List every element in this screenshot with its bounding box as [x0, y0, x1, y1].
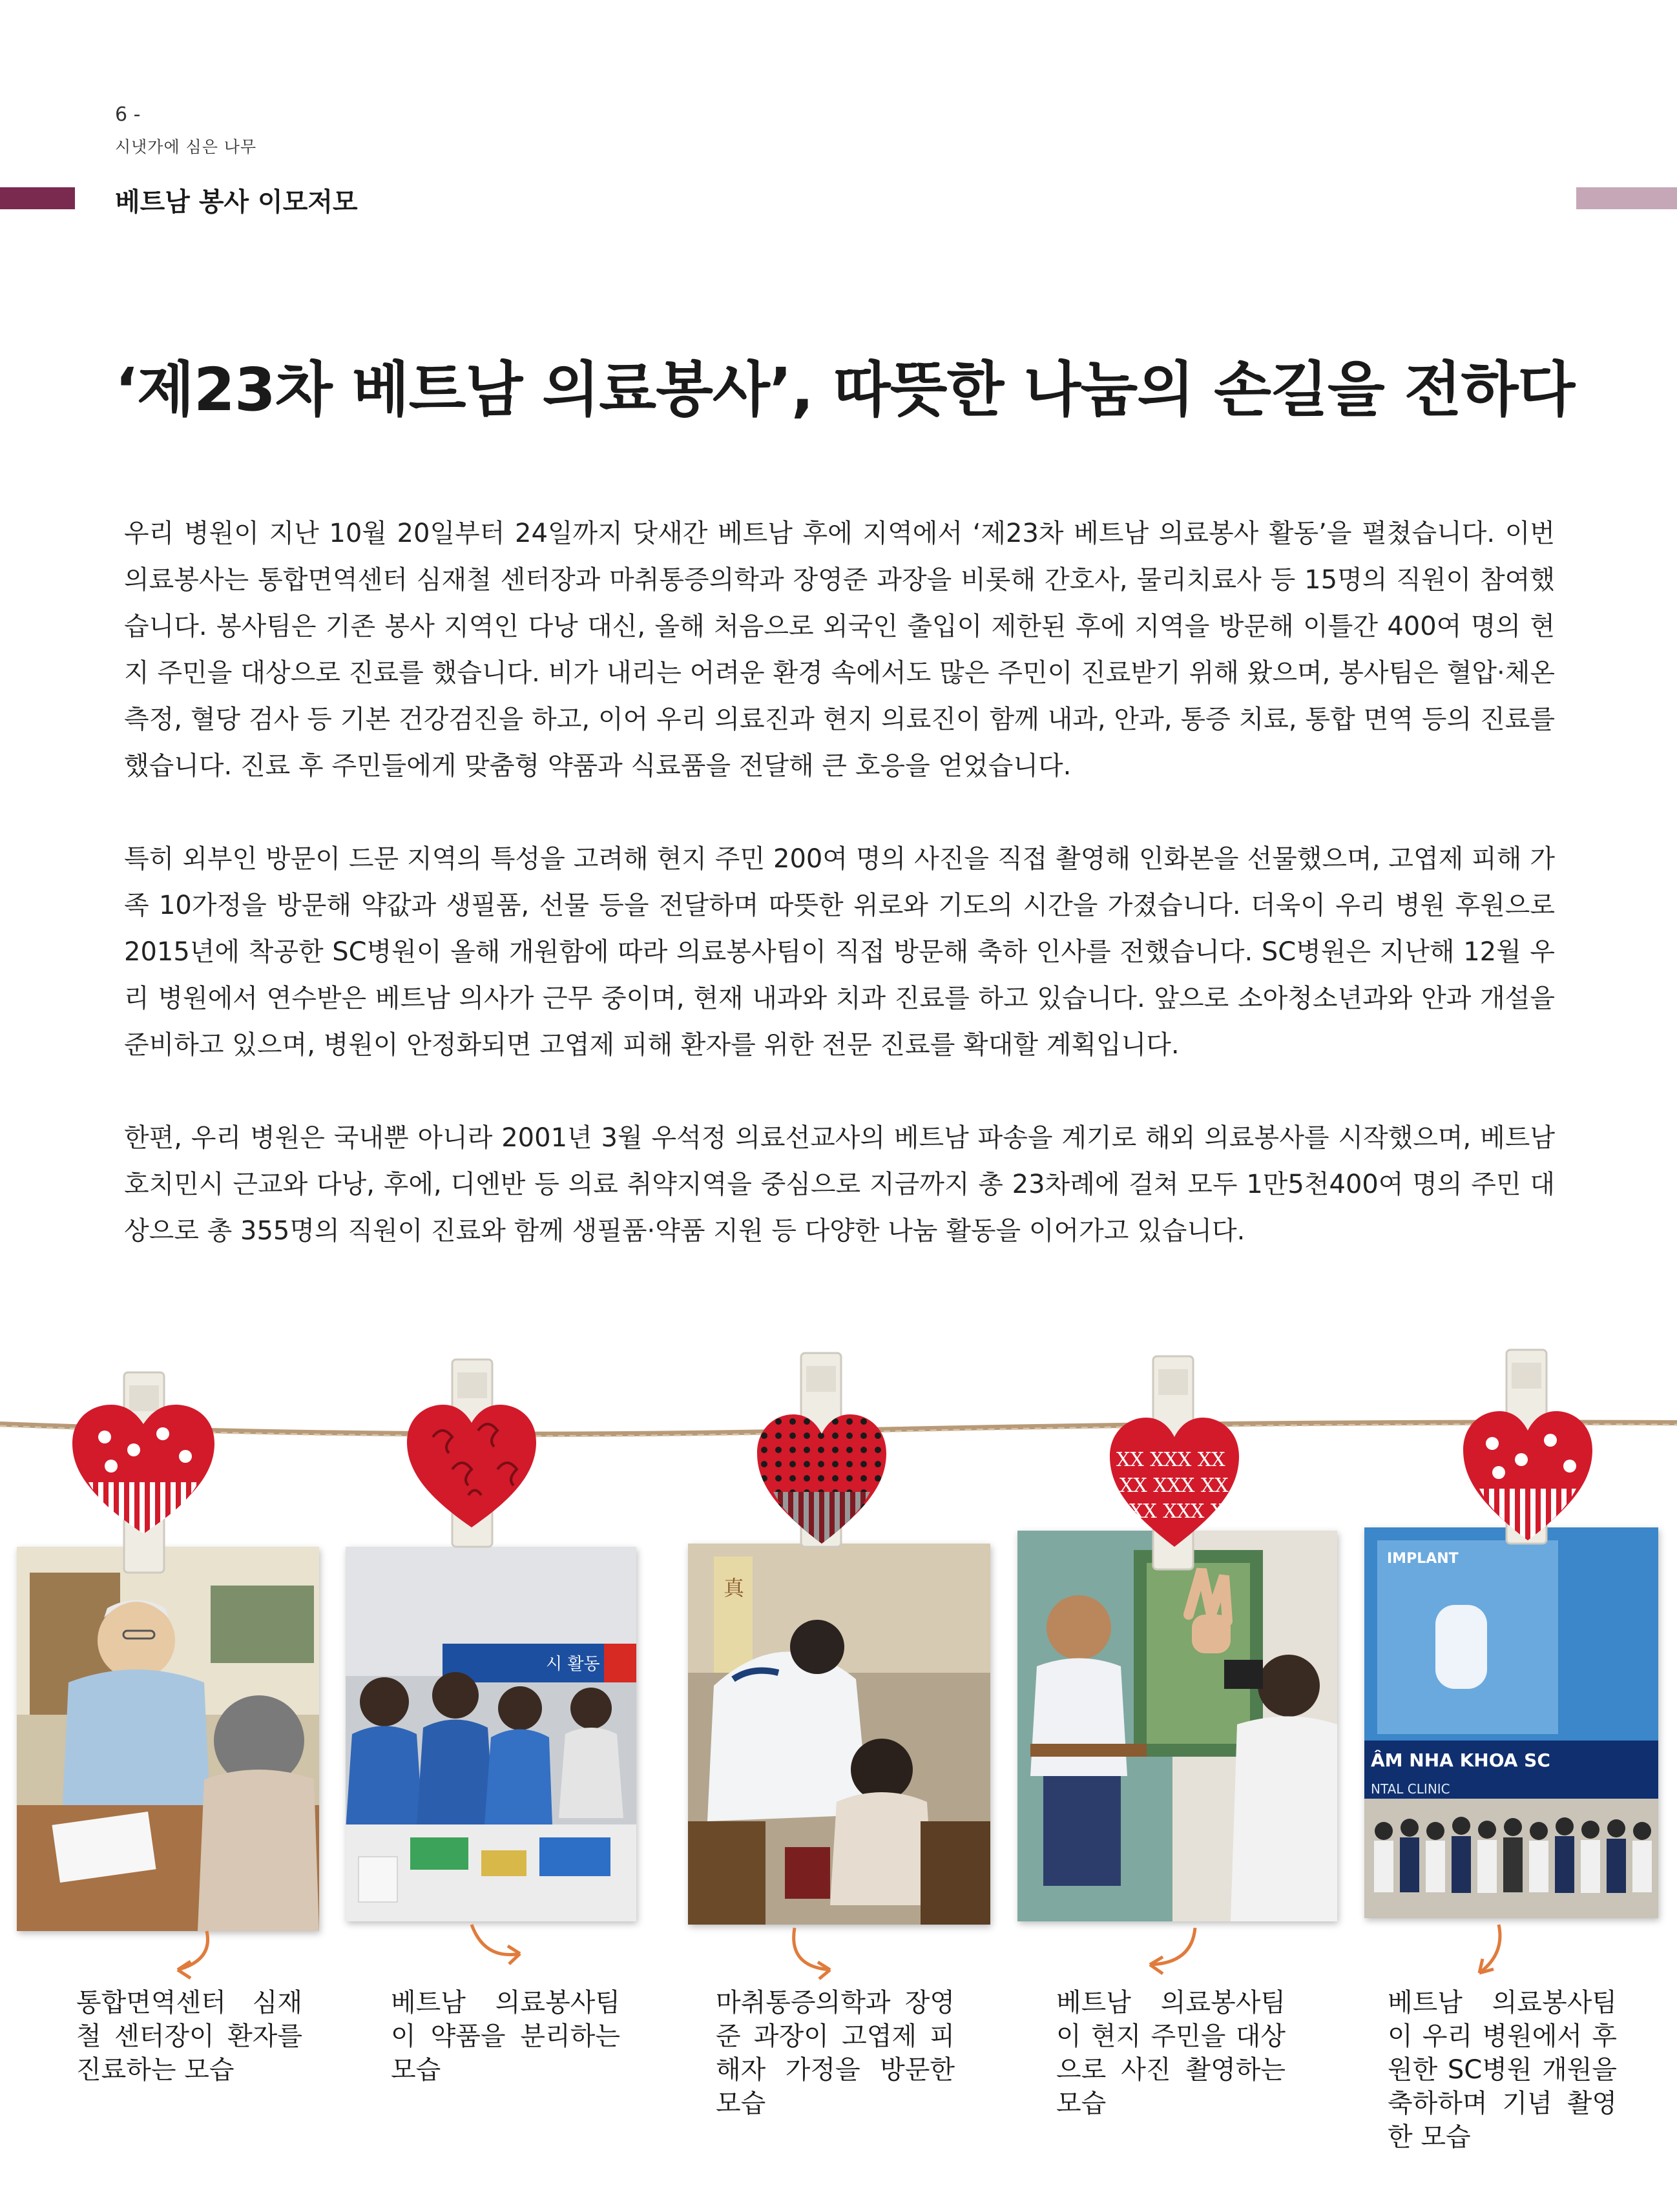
caption-3: 마취통증의학과 장영준 과장이 고엽제 피해자 가정을 방문한 모습 [716, 1988, 955, 2118]
page-number: 6 - [115, 103, 141, 126]
scroll-glyph: 真 [724, 1576, 745, 1600]
caption-2: 베트남 의료봉사팀이 약품을 분리하는 모습 [391, 1988, 620, 2085]
caption-1: 통합면역센터 심재철 센터장이 환자를 진료하는 모습 [76, 1988, 302, 2085]
caption-4: 베트남 의료봉사팀이 현지 주민을 대상으로 사진 촬영하는 모습 [1056, 1988, 1286, 2118]
photo-strip [0, 1340, 1677, 2152]
clothespins-layer [0, 1340, 1677, 1611]
caption-5: 베트남 의료봉사팀이 우리 병원에서 후원한 SC병원 개원을 축하하며 기념 촬영한 모습 [1388, 1988, 1617, 2152]
heart-2 [407, 1405, 536, 1527]
arrow-2 [465, 1921, 536, 1979]
heart-5 [1463, 1411, 1592, 1540]
section-bar-right [1576, 187, 1677, 209]
arrow-4 [1130, 1925, 1208, 1986]
heart-4-text-2: XX XXX XX [1120, 1474, 1229, 1497]
section-title: 베트남 봉사 이모저모 [115, 187, 358, 217]
heart-4-text-1: XX XXX XX [1116, 1449, 1225, 1471]
arrow-5 [1453, 1921, 1525, 1986]
heart-3 [757, 1414, 886, 1544]
heart-4 [1110, 1418, 1239, 1547]
magazine-name: 시냇가에 심은 나무 [115, 138, 257, 156]
arrow-1 [155, 1928, 226, 1986]
clinic-sign-sub: NTAL CLINIC [1371, 1781, 1450, 1797]
clinic-sign-text: ÂM NHA KHOA SC [1371, 1750, 1550, 1771]
implant-sign-text: IMPLANT [1387, 1551, 1459, 1567]
banner-text: 시 활동 [546, 1655, 600, 1674]
article-title: ‘제23차 베트남 의료봉사’, 따뜻한 나눔의 손길을 전하다 [115, 355, 1575, 424]
paragraph-1: 우리 병원이 지난 10월 20일부터 24일까지 닷새간 베트남 후에 지역에서 ‘제23차 베트남 의료봉사 활동’을 펼쳤습니다. 이번 의료봉사는 통합면역센터 심재철 센터장과 마취통증의학과 장영준 과장을 비롯해 간호사, 물리치료사 등 15명의 직원이 참여했습니다. 봉사팀은 기존 봉사 지역인 다낭 대신, 올해 처음으로 외국인 출입이 제한된 후에 지역을 방문해 이틀간 400여 명의 현지 주민을 대상으로 진료를 했습니다. 비가 내리는 어려운 환경 속에서도 많은 주민이 진료받기 위해 왔으며, 봉사팀은 혈압·체온 측정, 혈당 검사 등 기본 건강검진을 하고, 이어 우리 의료진과 현지 의료진이 함께 내과, 안과, 통증 치료, 통합 면역 등의 진료를 했습니다. 진료 후 주민들에게 맞춤형 약품과 식료품을 전달해 큰 호응을 얻었습니다. [124, 519, 1555, 781]
paragraph-2: 특히 외부인 방문이 드문 지역의 특성을 고려해 현지 주민 200여 명의 사진을 직접 촬영해 인화본을 선물했으며, 고엽제 피해 가족 10가정을 방문해 약값과 생필품, 선물 등을 전달하며 따뜻한 위로와 기도의 시간을 가졌습니다. 더욱이 우리 병원 후원으로 2015년에 착공한 SC병원이 올해 개원함에 따라 의료봉사팀이 직접 방문해 축하 인사를 전했습니다. SC병원은 지난해 12월 우리 병원에서 연수받은 베트남 의사가 근무 중이며, 현재 내과와 치과 진료를 하고 있습니다. 앞으로 소아청소년과와 안과 개설을 준비하고 있으며, 병원이 안정화되면 고엽제 피해 환자를 위한 전문 진료를 확대할 계획입니다. [124, 844, 1555, 1060]
paragraph-3: 한편, 우리 병원은 국내뿐 아니라 2001년 3월 우석정 의료선교사의 베트남 파송을 계기로 해외 의료봉사를 시작했으며, 베트남 호치민시 근교와 다낭, 후에, 디엔반 등 의료 취약지역을 중심으로 지금까지 총 23차례에 걸쳐 모두 1만5천400여 명의 주민 대상으로 총 355명의 직원이 진료와 함께 생필품·약품 지원 등 다양한 나눔 활동을 이어가고 있습니다. [124, 1123, 1555, 1246]
section-bar-left [0, 187, 75, 209]
article-body [124, 510, 1555, 1301]
heart-4-text-3: XX XXX XX [1129, 1500, 1238, 1523]
heart-1 [72, 1405, 214, 1534]
arrow-3 [782, 1925, 859, 1986]
